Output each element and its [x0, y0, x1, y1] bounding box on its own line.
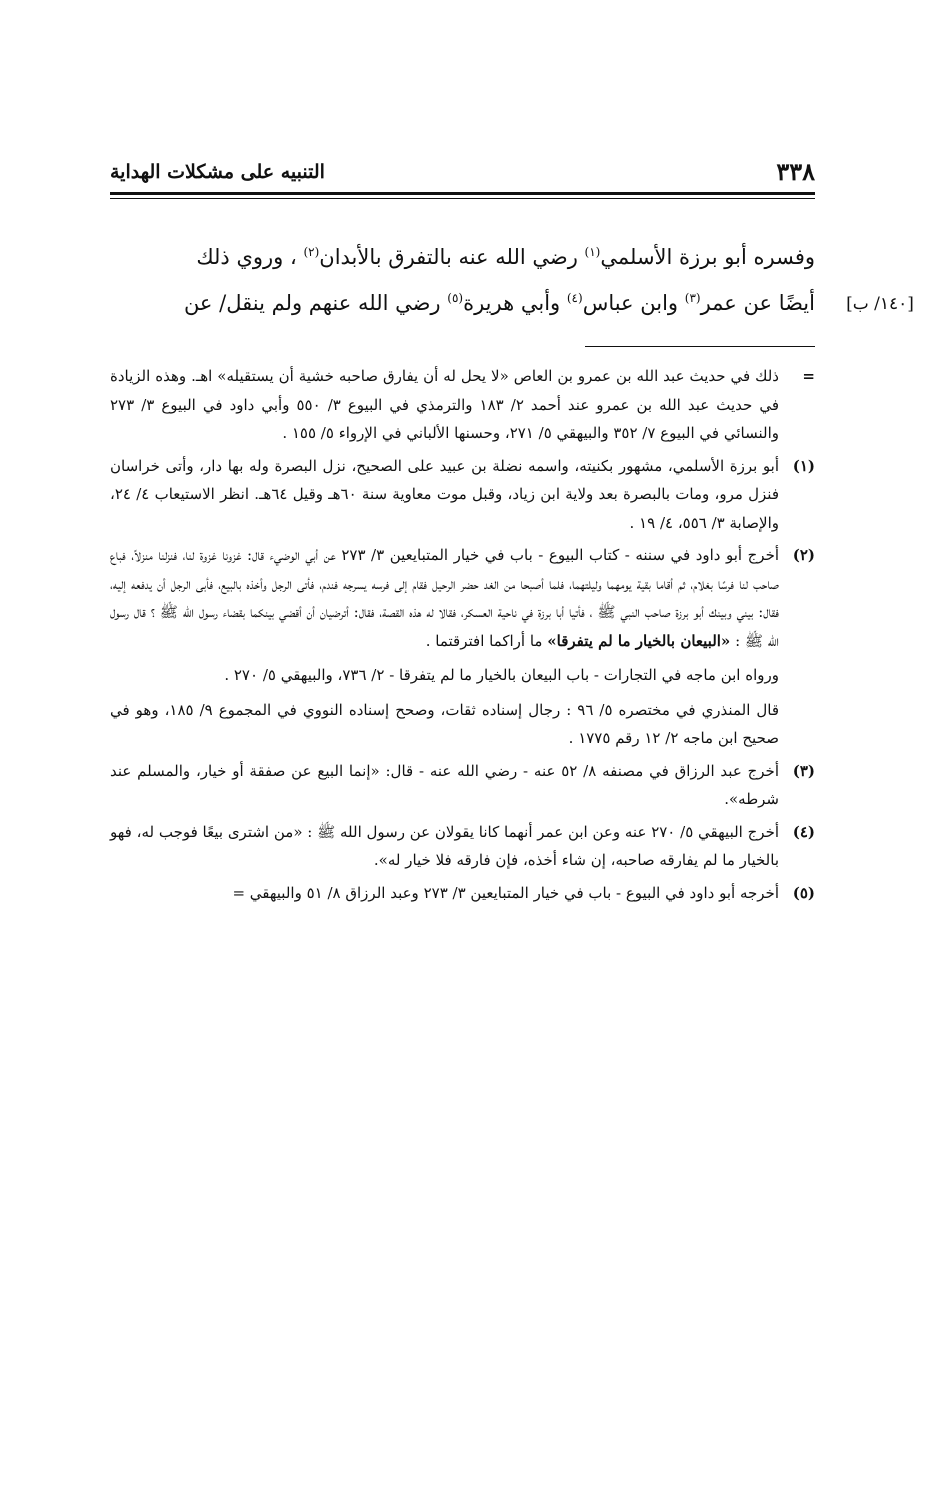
footnote-continued-text: ذلك في حديث عبد الله بن عمرو بن العاص «لا يحل له أن يفارق صاحبه خشية أن يستقيله» اهـ. وهذه الزيادة في حديث عبد الله بن عمرو عند أحمد ٢/ ١٨٣ والترمذي في البيوع ٣/ ٥٥٠ وأبي داود في البيوع ٣/ ٢٧٣ والنسائي في البيوع ٧/ ٣٥٢ والبيهقي ٥/ ٢٧١، وحسنها الألباني في الإرواء ٥/ ١٥٥ . [110, 367, 779, 442]
footnote-number: (١) [792, 456, 815, 475]
running-title: التنبيه على مشكلات الهداية [110, 161, 325, 183]
footnote-number: (٢) [792, 546, 815, 564]
main-line-1-part-b: رضي الله عنه بالتفرق بالأبدان [319, 245, 585, 269]
footnote-2-paragraph-2: ورواه ابن ماجه في التجارات - باب البيعان بالخيار ما لم يتفرقا - ٢/ ٧٣٦، والبيهقي ٥/ ٢٧٠ . [224, 666, 779, 684]
footnote-3 [110, 757, 815, 814]
main-line-2-part-d: رضي الله عنهم ولم ينقل/ عن [183, 291, 448, 315]
header-rule-thin [110, 198, 815, 199]
footnote-divider [585, 346, 815, 347]
footnote-5-text: أخرجه أبو داود في البيوع - باب في خيار المتبايعين ٣/ ٢٧٣ وعبد الرزاق ٨/ ٥١ والبيهقي = [232, 883, 779, 902]
main-line-2-part-b: وابن عباس [582, 291, 685, 315]
footnote-2-paragraph-3: قال المنذري في مختصره ٥/ ٩٦ : رجال إسناده ثقات، وصحح إسناده النووي في المجموع ٩/ ١٨٥، وهو في صحيح ابن ماجه ٢/ ١٢ رقم ١٧٧٥ . [110, 700, 780, 747]
footnote-number: (٥) [792, 883, 815, 902]
main-text [110, 234, 815, 326]
footnote-1 [110, 452, 815, 538]
footnote-2-text-a: أخرج أبو داود في سننه - كتاب البيوع - باب في خيار المتبايعين ٣/ ٢٧٣ عن أبي الوضيء قال: غزونا غزوة لنا، فنزلنا منزلاً، فباع صاحب لنا فرسًا بغلام، ثم أقاما بقية يومهما وليلتهما، فلما أصبحا من الغد حضر الرحيل فقام إلى فرسه يسرجه فندم، فأتى الرجل وأخذه بالبيع، فأبى الرجل أن يدفعه إليه، فقال: بيني وبينك أبو برزة صاحب النبي ﷺ ، فأتيا أبا برزة في ناحية العسكر، فقالا له هذه القصة، فقال: أترضيان أن أقضي بينكما بقضاء رسول الله ﷺ ؟ قال رسول الله ﷺ : [110, 546, 780, 650]
footnote-number: (٣) [792, 761, 815, 780]
manuscript-folio-note: [١٤٠/ ب] [846, 294, 914, 314]
footnote-ref-5[interactable]: (٥) [447, 291, 464, 305]
footnote-1-text: أبو برزة الأسلمي، مشهور بكنيته، واسمه نضلة بن عبيد على الصحيح، نزل البصرة وله بها دار، وأتى خراسان فنزل مرو، ومات بالبصرة بعد ولاية ابن زياد، وقبل موت معاوية سنة ٦٠هـ وقيل ٦٤هـ. انظر الاستيعاب ٤/ ٢٤، والإصابة ٣/ ٥٥٦، ٤/ ١٩ . [110, 456, 779, 532]
footnote-4 [110, 818, 815, 875]
main-line-2-part-c: وأبي هريرة [463, 291, 567, 315]
continuation-marker: = [802, 367, 815, 385]
main-line-1 [110, 234, 815, 280]
main-line-2-part-a: أيضًا عن عمر [700, 291, 815, 315]
footnote-continued [110, 362, 815, 448]
footnote-ref-1[interactable]: (١) [584, 245, 601, 259]
page-number: ٣٣٨ [776, 157, 815, 186]
footnote-2-paragraph-1 [110, 541, 779, 655]
footnote-2-text-b: ما أراكما افترقتما . [425, 631, 548, 650]
footnote-ref-2[interactable]: (٢) [303, 245, 320, 259]
footnote-2-body [110, 541, 779, 753]
footnote-5 [110, 879, 815, 908]
hadith-quote: «البيعان بالخيار ما لم يتفرقا» [547, 631, 731, 650]
header-rule-thick [110, 192, 815, 195]
footnotes [110, 362, 815, 911]
footnote-number: (٤) [792, 822, 815, 841]
page-header [110, 148, 815, 188]
footnote-2 [110, 541, 815, 753]
footnote-4-text: أخرج البيهقي ٥/ ٢٧٠ عنه وعن ابن عمر أنهما كانا يقولان عن رسول الله ﷺ : «من اشترى بيعًا فوجب له، فهو بالخيار ما لم يفارقه صاحبه، إن شاء أخذه، فإن فارقه فلا خيار له». [110, 822, 780, 869]
main-line-1-part-c: ، وروي ذلك [196, 245, 304, 269]
footnote-ref-4[interactable]: (٤) [566, 291, 583, 305]
main-line-1-part-a: وفسره أبو برزة الأسلمي [600, 245, 815, 269]
main-line-2 [110, 280, 815, 326]
footnote-3-text: أخرج عبد الرزاق في مصنفه ٨/ ٥٢ عنه - رضي الله عنه - قال: «إنما البيع عن صفقة أو خيار، والمسلم عند شرطه». [110, 761, 779, 808]
footnote-ref-3[interactable]: (٣) [684, 291, 701, 305]
